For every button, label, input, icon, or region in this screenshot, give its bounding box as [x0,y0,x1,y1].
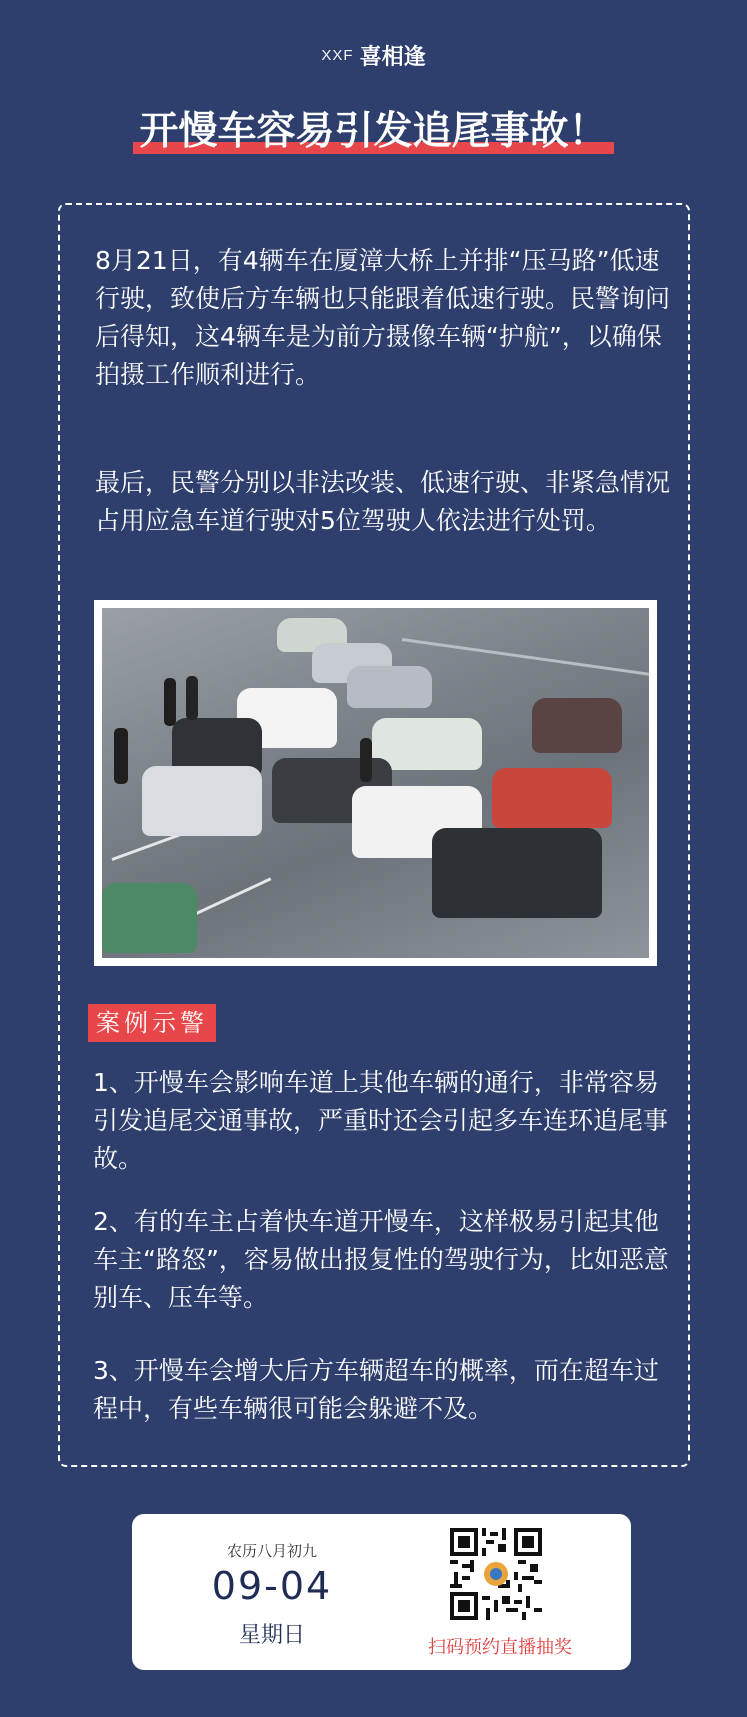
brand-name: 喜相逢 [359,45,426,70]
accident-photo [94,600,657,966]
footer-card [132,1514,631,1670]
case-item-3: 3、开慢车会增大后方车辆超车的概率，而在超车过程中，有些车辆很可能会躲避不及。 [93,1356,659,1423]
page-title [133,100,613,156]
intro-paragraph-1: 8月21日，有4辆车在厦漳大桥上并排“压马路”低速行驶，致使后方车辆也只能跟着低速行驶。民警询问后得知，这4辆车是为前方摄像车辆“护航”，以确保拍摄工作顺利进行。 [95,246,671,389]
page-title-text: 开慢车容易引发追尾事故！ [139,109,608,154]
intro-paragraph-2: 最后，民警分别以非法改装、低速行驶、非紧急情况占用应急车道行驶对5位驾驶人依法进行处罚。 [95,468,671,535]
lunar-date: 农历八月初九 [226,1542,317,1560]
weekday: 星期日 [238,1623,305,1648]
case-item-2: 2、有的车主占着快车道开慢车，这样极易引起其他车主“路怒”，容易做出报复性的驾驶行为，比如恶意别车、压车等。 [93,1207,669,1312]
accident-photo-image [102,608,649,958]
case-item-1: 1、开慢车会影响车道上其他车辆的通行，非常容易引发追尾交通事故，严重时还会引起多车连环追尾事故。 [93,1068,669,1173]
qr-code-icon [450,1528,542,1620]
qr-code[interactable] [450,1528,542,1620]
calendar-date: 09-04 [211,1564,333,1608]
brand-logo [0,40,747,71]
brand-mark: XXF [321,47,354,64]
section-tag: 案例示警 [88,1004,216,1042]
qr-caption: 扫码预约直播抽奖 [428,1637,572,1658]
page-title-wrap [0,100,747,156]
